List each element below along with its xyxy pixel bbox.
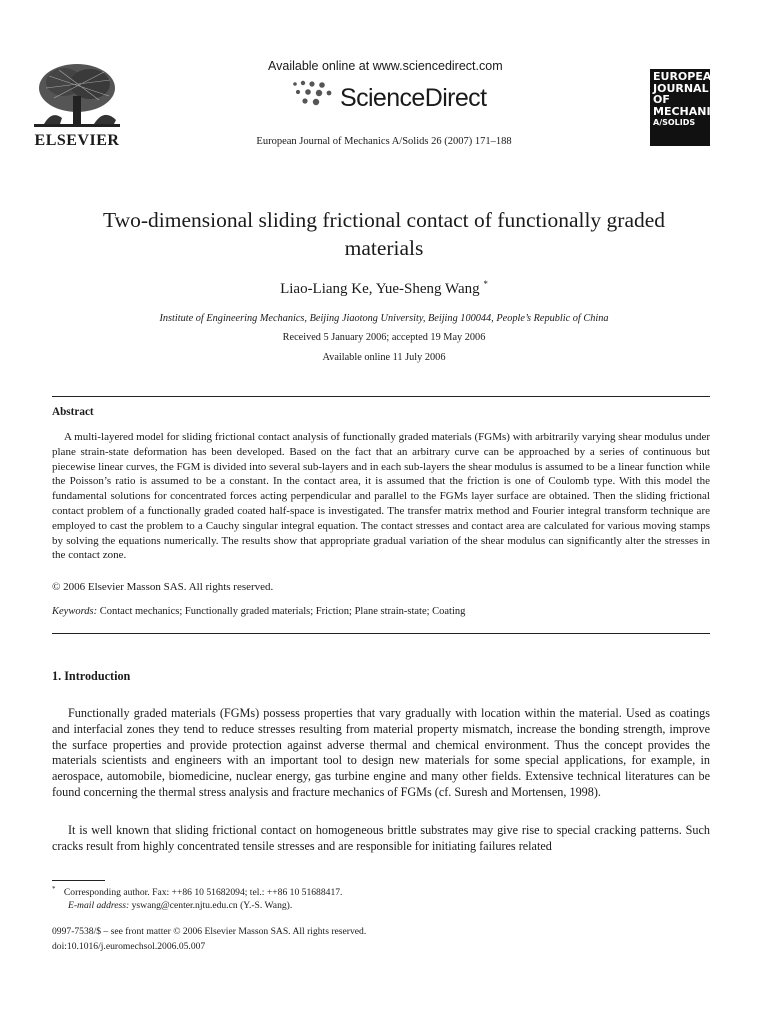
publisher-name: ELSEVIER (34, 132, 120, 149)
doi-line[interactable]: doi:10.1016/j.euromechsol.2006.05.007 (52, 941, 206, 952)
abstract-copyright: © 2006 Elsevier Masson SAS. All rights reserved. (52, 581, 274, 593)
sciencedirect-brand: ScienceDirect (340, 84, 487, 112)
footnote-corresponding (52, 885, 342, 898)
sciencedirect-dots-icon (289, 80, 335, 108)
journal-logo-line: A/SOLIDS (653, 118, 696, 127)
footnote-corresponding-text: Corresponding author. Fax: ++86 10 51682094; tel.: ++86 10 51688417. (63, 887, 343, 899)
title-line: materials (344, 236, 424, 260)
affiliation: Institute of Engineering Mechanics, Beijing Jiaotong University, Beijing 100044, People’s Republic of China (159, 313, 609, 324)
footnote-rule (52, 880, 105, 881)
article-title (40, 206, 728, 262)
online-date: Available online 11 July 2006 (322, 352, 446, 363)
issn-line: 0997-7538/$ – see front matter © 2006 Elsevier Masson SAS. All rights reserved. (52, 926, 367, 937)
title-line: Two-dimensional sliding frictional contact of functionally graded (102, 208, 666, 232)
abstract-heading: Abstract (52, 406, 94, 418)
email-address[interactable]: yswang@center.njtu.edu.cn (Y.-S. Wang). (131, 900, 293, 911)
abstract-top-rule (52, 396, 710, 397)
footnote-email (68, 900, 292, 911)
intro-paragraph-1: Functionally graded materials (FGMs) possess properties that vary gradually with location within the material. Used as coatings and interfacial zones they tend to reduce stresses resulting from material property mismatch, increase the bonding strength, improve the surface properties and provide protection against adverse thermal and chemical environment. Thus the concept provides the materials scientists and engineers with an important tool to design new materials for some special applications, for example, in aerospace, automobile, biomedicine, nuclear energy, gas turbine engine and many other fields. Extensive technical literatures can be found concerning the thermal stress analysis and fracture mechanics of FGMs (cf. Suresh and Mortensen, 1998). (52, 706, 710, 799)
authors-names: Liao-Liang Ke, Yue-Sheng Wang (280, 281, 480, 297)
keywords (52, 606, 465, 617)
email-label: E-mail address: (68, 900, 130, 911)
journal-citation: European Journal of Mechanics A/Solids 26 (2007) 171–188 (256, 136, 512, 147)
keywords-label: Keywords: (52, 606, 98, 617)
intro-paragraph-2: It is well known that sliding frictional contact on homogeneous brittle substrates may give rise to special cracking patterns. Such cracks result from highly concentrated tensile stresses and are responsible for initiating failures related (52, 823, 710, 853)
section-heading-introduction: 1. Introduction (52, 669, 131, 683)
keywords-list: Contact mechanics; Functionally graded materials; Friction; Plane strain-state; Coating (99, 606, 466, 617)
journal-logo-line: JOURNAL OF (653, 81, 709, 106)
journal-logo-line: MECHANICS (653, 104, 727, 118)
author-list (0, 279, 768, 298)
journal-cover-logo (650, 69, 727, 146)
received-dates: Received 5 January 2006; accepted 19 May 2006 (282, 332, 486, 343)
available-online-text[interactable]: Available online at www.sciencedirect.com (268, 59, 503, 73)
corresponding-author-mark[interactable]: * (483, 279, 488, 289)
abstract-text: A multi-layered model for sliding frictional contact analysis of functionally graded materials (FGMs) with arbitrarily varying shear modulus under plane strain-state deformation has been developed. Based on the fact that an arbitrary curve can be approached by a series of continuous but piecewise linear curves, the FGM is divided into several sub-layers and in each sub-layers the shear modulus is assumed to be a linear function while the Poisson’s ratio is assumed to be a constant. In the contact area, it is assumed that the friction is one of Coulomb type. With this model the fundamental solutions for concentrated forces acting perpendicular and parallel to the FGMs layer surface are obtained. Then the sliding frictional contact problem of a functionally graded coated half-space is investigated. The transfer matrix method and Fourier integral transform technique are employed to cast the problem to a Cauchy singular integral equation. The contact stresses and contact area are calculated for various moving stamps by solving the equations numerically. The results show that appropriate gradual variation of the shear modulus can significantly alter the stresses in the contact zone. (52, 431, 710, 562)
journal-logo-line: EUROPEAN (653, 70, 721, 83)
footnote-mark: * (52, 885, 56, 893)
abstract-bottom-rule (52, 633, 710, 634)
